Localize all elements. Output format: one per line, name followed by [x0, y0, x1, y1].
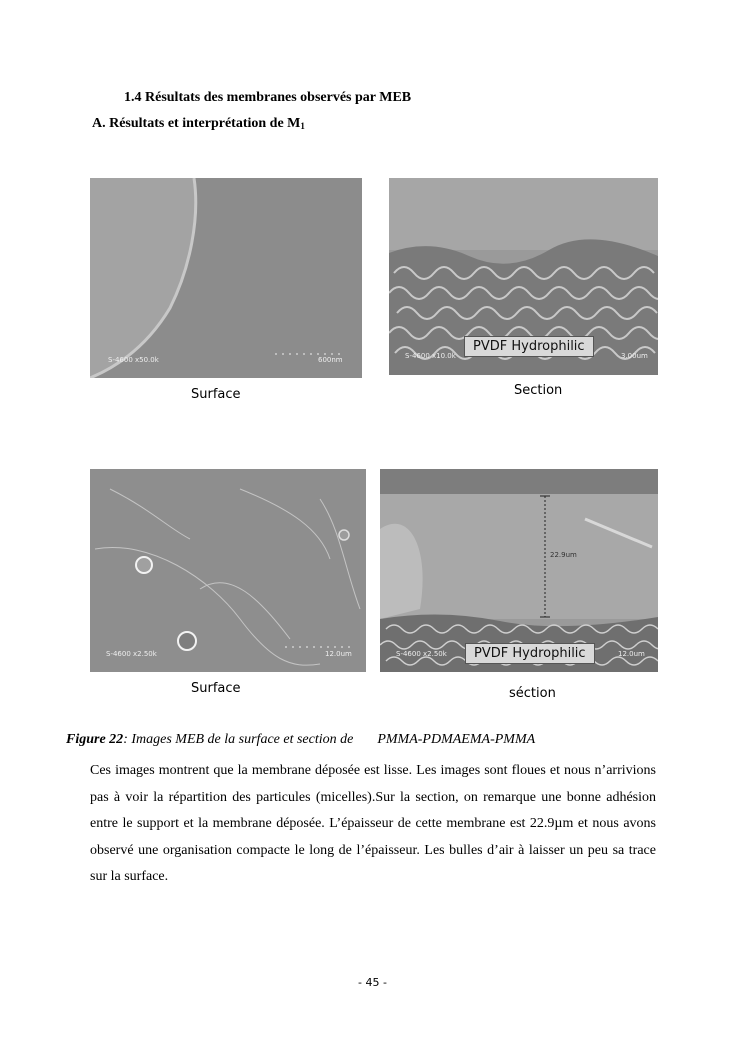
- sem-image-surface-2: [90, 469, 366, 672]
- pvdf-overlay-label: PVDF Hydrophilic: [464, 336, 594, 357]
- thickness-measure-label: 22.9um: [550, 551, 577, 559]
- sem-meta-label: S-4600 x10.0k: [405, 352, 456, 360]
- sem-scale-label: 3.00um: [621, 352, 648, 360]
- subsection-heading: [92, 116, 305, 132]
- image-caption-section-1: Section: [514, 383, 563, 398]
- body-paragraph: Ces images montrent que la membrane déposée est lisse. Les images sont floues et nous n’arrivions pas à voir la répartition des particules (micelles).Sur la section, on remarque une bonne adhésion entre le support et la membrane déposée. L’épaisseur de cette membrane est 22.9µm et nous avons observé une organisation compacte le long de l’épaisseur. Les bulles d’air à laisser un peu sa trace sur la surface.: [90, 763, 656, 884]
- subsection-heading-text: A. Résultats et interprétation de M: [92, 116, 301, 131]
- sem-scale-label: 12.0um: [618, 650, 645, 658]
- sem-image-surface-1: [90, 178, 362, 378]
- image-caption-surface-1: Surface: [191, 387, 241, 402]
- page-number: - 45 -: [358, 976, 387, 989]
- figure-material: PMMA-PDMAEMA-PMMA: [377, 732, 536, 747]
- figure-text: : Images MEB de la surface et section de: [123, 732, 354, 747]
- sem-scale-label: 12.0um: [325, 650, 352, 658]
- sem-image-section-1: [389, 178, 658, 375]
- sem-meta-label: S-4600 x50.0k: [108, 356, 159, 364]
- image-caption-surface-2: Surface: [191, 681, 241, 696]
- sem-scale-label: 600nm: [318, 356, 343, 364]
- image-caption-section-2: séction: [509, 686, 556, 701]
- sem-image-section-2: [380, 469, 658, 672]
- sem-meta-label: S-4600 x2.50k: [396, 650, 447, 658]
- sem-meta-label: S-4600 x2.50k: [106, 650, 157, 658]
- section-heading: 1.4 Résultats des membranes observés par MEB: [124, 90, 412, 105]
- figure-label: Figure 22: [66, 732, 124, 747]
- figure-caption: [66, 732, 535, 748]
- pvdf-overlay-label: PVDF Hydrophilic: [465, 643, 595, 664]
- subsection-heading-subscript: 1: [300, 121, 305, 131]
